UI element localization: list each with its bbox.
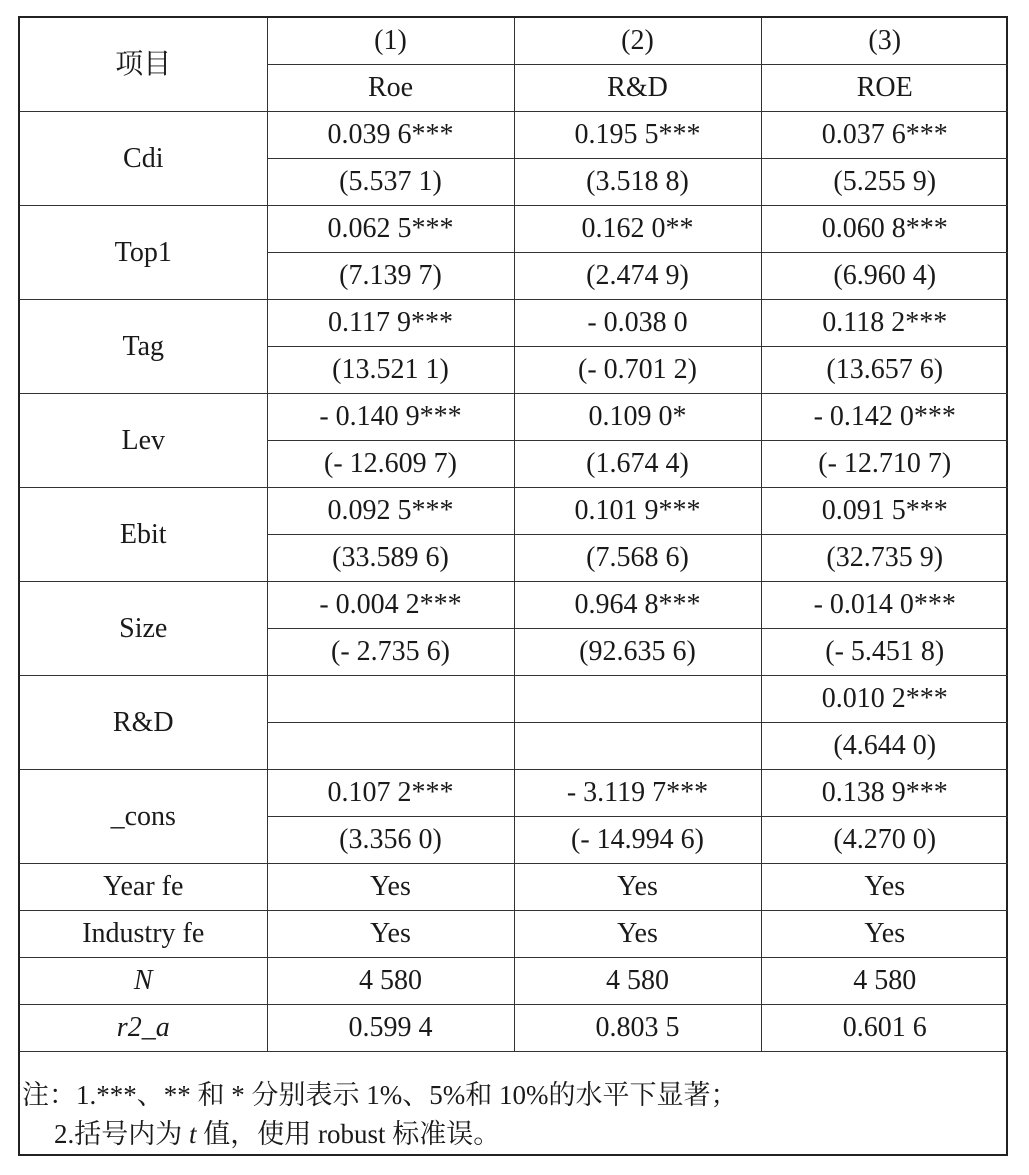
- t-stat-cell: (- 2.735 6): [267, 629, 514, 676]
- col-number-2: (2): [514, 18, 761, 65]
- footer-row: [20, 911, 1008, 958]
- coef-cell: - 0.140 9***: [267, 394, 514, 441]
- t-stat-cell: (1.674 4): [514, 441, 761, 488]
- coef-cell: 0.109 0*: [514, 394, 761, 441]
- t-stat-cell: (13.521 1): [267, 347, 514, 394]
- t-stat-cell: (4.644 0): [761, 723, 1008, 770]
- col-number-1: (1): [267, 18, 514, 65]
- coef-cell: 0.101 9***: [514, 488, 761, 535]
- t-stat-cell: (5.537 1): [267, 159, 514, 206]
- t-stat-cell: (7.568 6): [514, 535, 761, 582]
- t-stat-cell: (6.960 4): [761, 253, 1008, 300]
- t-stat-cell: (33.589 6): [267, 535, 514, 582]
- note-line-1: 注：1.***、** 和 * 分别表示 1%、5%和 10%的水平下显著；: [22, 1080, 738, 1110]
- t-stat-cell: (- 5.451 8): [761, 629, 1008, 676]
- variable-label: Top1: [20, 206, 267, 300]
- coef-cell: - 0.038 0: [514, 300, 761, 347]
- footer-cell: Yes: [514, 864, 761, 911]
- table-body: [20, 18, 1008, 1052]
- coef-row: [20, 206, 1008, 253]
- variable-label: Lev: [20, 394, 267, 488]
- coef-row: [20, 582, 1008, 629]
- coef-cell: [514, 676, 761, 723]
- t-stat-cell: (- 14.994 6): [514, 817, 761, 864]
- col-number-3: (3): [761, 18, 1008, 65]
- footer-row: [20, 864, 1008, 911]
- coef-cell: 0.162 0**: [514, 206, 761, 253]
- variable-label: Cdi: [20, 112, 267, 206]
- coef-cell: 0.117 9***: [267, 300, 514, 347]
- note-line-2-post: 值，使用 robust 标准误。: [196, 1119, 501, 1149]
- footer-row: [20, 958, 1008, 1005]
- item-header: 项目: [20, 18, 267, 112]
- coef-cell: 0.010 2***: [761, 676, 1008, 723]
- coef-cell: 0.118 2***: [761, 300, 1008, 347]
- footer-label: r2_a: [20, 1005, 267, 1052]
- t-stat-cell: (13.657 6): [761, 347, 1008, 394]
- t-stat-cell: (5.255 9): [761, 159, 1008, 206]
- variable-label: _cons: [20, 770, 267, 864]
- note-line-2: [22, 1115, 1000, 1154]
- t-stat-cell: (- 12.710 7): [761, 441, 1008, 488]
- coef-row: [20, 488, 1008, 535]
- coef-cell: [267, 676, 514, 723]
- footer-cell: Yes: [267, 911, 514, 958]
- footer-cell: 0.803 5: [514, 1005, 761, 1052]
- footer-cell: 4 580: [761, 958, 1008, 1005]
- footer-cell: Yes: [267, 864, 514, 911]
- variable-label: Ebit: [20, 488, 267, 582]
- coef-cell: - 3.119 7***: [514, 770, 761, 817]
- coef-row: [20, 112, 1008, 159]
- coef-cell: 0.138 9***: [761, 770, 1008, 817]
- t-stat-cell: (92.635 6): [514, 629, 761, 676]
- variable-label: Size: [20, 582, 267, 676]
- footer-row: [20, 1005, 1008, 1052]
- t-stat-cell: (2.474 9): [514, 253, 761, 300]
- coef-cell: 0.091 5***: [761, 488, 1008, 535]
- footer-cell: 4 580: [514, 958, 761, 1005]
- col-name-3: ROE: [761, 65, 1008, 112]
- footer-cell: 0.601 6: [761, 1005, 1008, 1052]
- t-stat-cell: [267, 723, 514, 770]
- footer-cell: Yes: [761, 864, 1008, 911]
- regression-table: [20, 18, 1008, 1052]
- t-stat-cell: [514, 723, 761, 770]
- footer-cell: 0.599 4: [267, 1005, 514, 1052]
- t-stat-cell: (- 0.701 2): [514, 347, 761, 394]
- col-name-2: R&D: [514, 65, 761, 112]
- coef-cell: 0.037 6***: [761, 112, 1008, 159]
- table-note: [20, 1072, 1006, 1154]
- coef-cell: 0.039 6***: [267, 112, 514, 159]
- footer-label: Industry fe: [20, 911, 267, 958]
- coef-cell: 0.195 5***: [514, 112, 761, 159]
- coef-row: [20, 676, 1008, 723]
- coef-cell: 0.107 2***: [267, 770, 514, 817]
- variable-label: Tag: [20, 300, 267, 394]
- coef-row: [20, 770, 1008, 817]
- col-name-1: Roe: [267, 65, 514, 112]
- coef-cell: - 0.142 0***: [761, 394, 1008, 441]
- note-line-2-pre: 2.括号内为: [54, 1119, 189, 1149]
- t-stat-cell: (32.735 9): [761, 535, 1008, 582]
- note-t-symbol: t: [189, 1119, 197, 1149]
- t-stat-cell: (7.139 7): [267, 253, 514, 300]
- t-stat-cell: (3.518 8): [514, 159, 761, 206]
- coef-cell: - 0.014 0***: [761, 582, 1008, 629]
- footer-cell: Yes: [514, 911, 761, 958]
- t-stat-cell: (- 12.609 7): [267, 441, 514, 488]
- variable-label: R&D: [20, 676, 267, 770]
- header-row-numbers: [20, 18, 1008, 65]
- footer-label: Year fe: [20, 864, 267, 911]
- coef-cell: 0.062 5***: [267, 206, 514, 253]
- t-stat-cell: (4.270 0): [761, 817, 1008, 864]
- coef-cell: - 0.004 2***: [267, 582, 514, 629]
- coef-cell: 0.060 8***: [761, 206, 1008, 253]
- footer-label: N: [20, 958, 267, 1005]
- coef-cell: 0.964 8***: [514, 582, 761, 629]
- coef-cell: 0.092 5***: [267, 488, 514, 535]
- footer-cell: 4 580: [267, 958, 514, 1005]
- footer-cell: Yes: [761, 911, 1008, 958]
- regression-table-frame: [18, 16, 1008, 1156]
- coef-row: [20, 394, 1008, 441]
- t-stat-cell: (3.356 0): [267, 817, 514, 864]
- coef-row: [20, 300, 1008, 347]
